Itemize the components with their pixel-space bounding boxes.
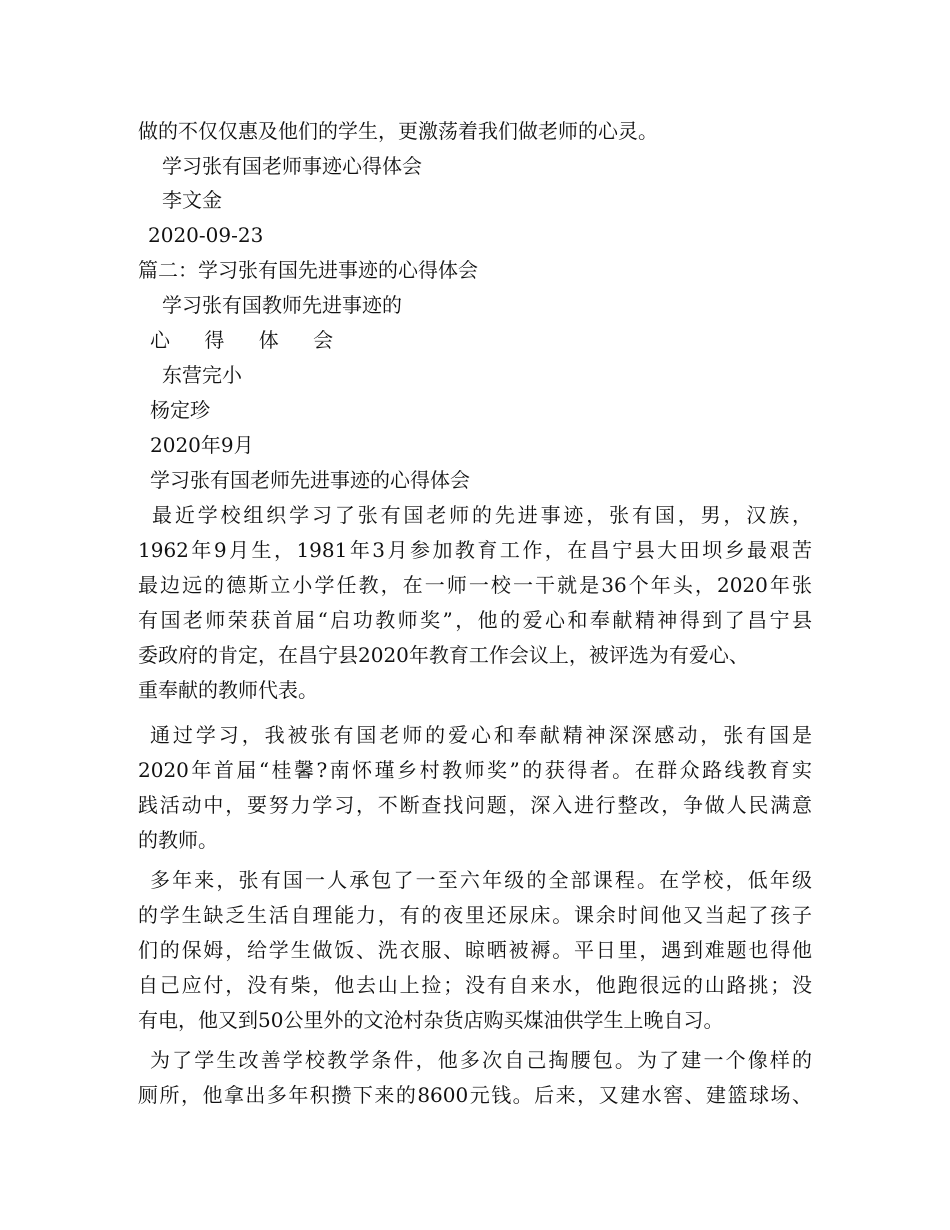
essay-title: 学习张有国老师先进事迹的心得体会: [150, 468, 470, 492]
date-line: 2020-09-23: [148, 223, 264, 247]
section-heading: 篇二：学习张有国先进事迹的心得体会: [138, 258, 478, 282]
paragraph-line: 最边远的德斯立小学任教，在一师一校一干就是36个年头，2020年张: [138, 573, 812, 597]
date-line: 2020年9月: [150, 433, 254, 457]
paragraph-line: 最近学校组织学习了张有国老师的先进事迹，张有国，男，汉族，: [152, 503, 812, 527]
paragraph-line: 践活动中，要努力学习，不断查找问题，深入进行整改，争做人民满意: [138, 793, 812, 817]
paragraph-line: 的教师。: [138, 828, 218, 852]
paragraph-line: 为了学生改善学校教学条件，他多次自己掏腰包。为了建一个像样的: [150, 1048, 812, 1072]
paragraph-line: 多年来，张有国一人承包了一至六年级的全部课程。在学校，低年级: [150, 868, 812, 892]
essay-subtitle: 心 得 体 会: [150, 328, 348, 352]
paragraph-line: 自己应付，没有柴，他去山上捡；没有自来水，他跑很远的山路挑；没: [138, 973, 812, 997]
paragraph-line: 重奉献的教师代表。: [138, 678, 318, 702]
essay-title: 学习张有国老师事迹心得体会: [162, 154, 422, 178]
paragraph-line: 委政府的肯定，在昌宁县2020年教育工作会议上，被评选为有爱心、: [138, 643, 749, 667]
paragraph-line: 做的不仅仅惠及他们的学生，更激荡着我们做老师的心灵。: [138, 119, 658, 143]
paragraph-line: 有国老师荣获首届“启功教师奖”，他的爱心和奉献精神得到了昌宁县: [138, 608, 812, 632]
paragraph-line: 们的保姆，给学生做饭、洗衣服、晾晒被褥。平日里，遇到难题也得他: [138, 938, 812, 962]
paragraph-line: 有电，他又到50公里外的文沧村杂货店购买煤油供学生上晚自习。: [138, 1008, 724, 1032]
paragraph-line: 1962年9月生，1981年3月参加教育工作，在昌宁县大田坝乡最艰苦: [138, 538, 812, 562]
essay-title: 学习张有国教师先进事迹的: [162, 293, 402, 317]
paragraph-line: 的学生缺乏生活自理能力，有的夜里还尿床。课余时间他又当起了孩子: [138, 903, 812, 927]
paragraph-line: 2020年首届“桂馨?南怀瑾乡村教师奖”的获得者。在群众路线教育实: [138, 758, 812, 782]
school-name: 东营完小: [162, 363, 242, 387]
author-name: 李文金: [162, 188, 222, 212]
paragraph-line: 厕所，他拿出多年积攒下来的8600元钱。后来，又建水窖、建篮球场、: [138, 1083, 812, 1107]
author-name: 杨定珍: [150, 398, 210, 422]
paragraph-line: 通过学习，我被张有国老师的爱心和奉献精神深深感动，张有国是: [150, 723, 812, 747]
